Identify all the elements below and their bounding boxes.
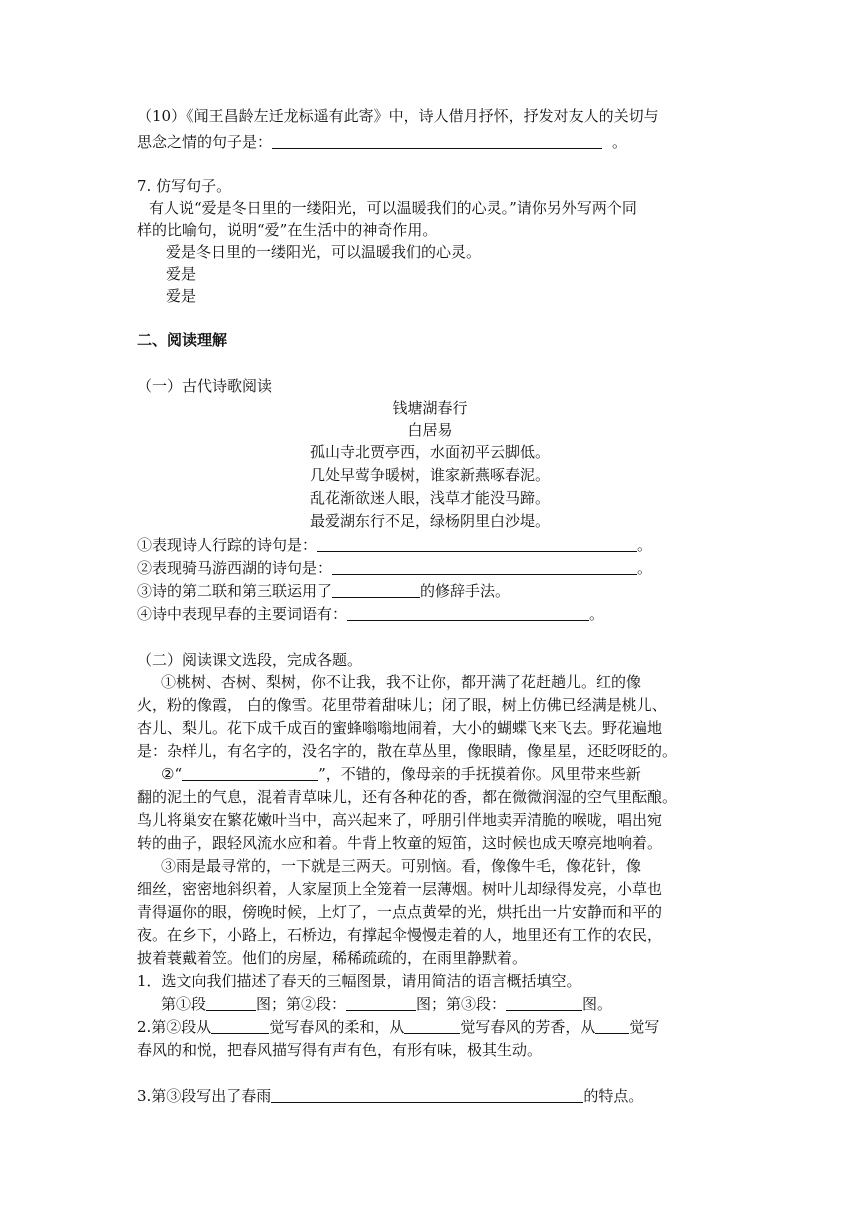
poem-q2-suffix: 。 — [637, 559, 653, 577]
reading-p1-line: ①桃树、杏树、梨树，你不让我，我不让你，都开满了花赶趟儿。红的像 — [161, 673, 642, 691]
reading-q2-part-c: 觉写春风的芳香，从 — [460, 1018, 596, 1036]
reading-q1-part-c: 图；第③段： — [416, 995, 507, 1013]
reading-q3-part-b: 的特点。 — [583, 1087, 644, 1105]
poem-question-3 — [137, 581, 510, 601]
poem-q2-prefix: ②表现骑马游西湖的诗句是： — [137, 559, 333, 577]
poem-line: 孤山寺北贾亭西，水面初平云脚低。 — [309, 443, 550, 461]
reading-p3-line: 细丝，密密地斜织着，人家屋顶上全笼着一层薄烟。树叶儿却绿得发亮，小草也 — [137, 880, 663, 898]
poem-question-2 — [137, 558, 652, 578]
reading-p2-start: ②“ — [161, 765, 183, 783]
reading-q2-blank-3[interactable] — [595, 1018, 629, 1034]
poem-q1-suffix: 。 — [637, 536, 653, 554]
poem-q3-prefix: ③诗的第二联和第三联运用了 — [137, 582, 333, 600]
poem-q1-blank[interactable] — [317, 536, 637, 552]
reading-p2-after-blank: ”，不错的，像母亲的手抚摸着你。风里带来些新 — [318, 765, 641, 783]
reading-q2-line1 — [137, 1017, 659, 1037]
reading-q1-fill — [161, 994, 612, 1014]
q7-example: 爱是冬日里的一缕阳光，可以温暖我们的心灵。 — [166, 243, 482, 261]
q7-answer2[interactable]: 爱是 — [166, 287, 197, 305]
reading-q2-line2: 春风的和悦，把春风描写得有声有色，有形有味，极其生动。 — [137, 1041, 543, 1059]
poem-title: 钱塘湖春行 — [392, 399, 468, 417]
reading-q3-blank[interactable] — [271, 1087, 583, 1103]
reading-q1-blank-3[interactable] — [506, 995, 582, 1011]
reading-p1-line: 是：杂样儿，有名字的，没名字的，散在草丛里，像眼睛，像星星，还眨呀眨的。 — [137, 742, 678, 760]
poem-q4-blank[interactable] — [347, 605, 589, 621]
poem-q3-blank[interactable] — [332, 582, 420, 598]
poem-line: 最爱湖东行不足，绿杨阴里白沙堤。 — [309, 512, 550, 530]
reading-q2-part-b: 觉写春风的柔和，从 — [269, 1018, 405, 1036]
poem-line: 乱花渐欲迷人眼，浅草才能没马蹄。 — [309, 489, 550, 507]
poem-q4-suffix: 。 — [589, 605, 605, 623]
q10-answer-blank[interactable] — [272, 133, 602, 149]
poem-q4-prefix: ④诗中表现早春的主要词语有： — [137, 605, 348, 623]
reading-p3-line: 披着蓑戴着笠。他们的房屋，稀稀疏疏的，在雨里静默着。 — [137, 949, 528, 967]
section2-heading: 二、阅读理解 — [137, 331, 228, 349]
reading-p2-first-line — [161, 764, 641, 784]
reading-q3-part-a: 3.第③段写出了春雨 — [137, 1087, 272, 1105]
reading-p3-line: 夜。在乡下，小路上，石桥边，有撑起伞慢慢走着的人，地里还有工作的农民， — [137, 926, 663, 944]
reading-p1-line: 火，粉的像霞， 白的像雪。花里带着甜味儿；闭了眼，树上仿佛已经满是桃儿、 — [137, 696, 667, 714]
q7-title: 7. 仿写句子。 — [137, 177, 232, 195]
q10-line2 — [137, 132, 627, 152]
poem-q3-suffix: 的修辞手法。 — [420, 582, 511, 600]
q10-line1: （10）《闻王昌龄左迁龙标遥有此寄》中，诗人借月抒怀，抒发对友人的关切与 — [137, 107, 659, 125]
poem-question-1 — [137, 535, 652, 555]
poem-section-heading: （一）古代诗歌阅读 — [137, 377, 273, 395]
reading-heading: （二）阅读课文选段，完成各题。 — [137, 651, 363, 669]
reading-q3 — [137, 1086, 643, 1106]
reading-q1-part-b: 图；第②段： — [256, 995, 347, 1013]
reading-p2-line: 鸟儿将巢安在繁花嫩叶当中，高兴起来了，呼朋引伴地卖弄清脆的喉咙，唱出宛 — [137, 811, 663, 829]
reading-p2-blank[interactable] — [182, 765, 318, 781]
q7-prompt-line2: 样的比喻句，说明“爱”在生活中的神奇作用。 — [137, 221, 438, 239]
reading-q1-blank-2[interactable] — [346, 995, 416, 1011]
reading-q1-part-a: 第①段 — [161, 995, 207, 1013]
q10-suffix: 。 — [612, 133, 628, 151]
reading-q2-part-d: 觉写 — [629, 1018, 660, 1036]
reading-q2-blank-1[interactable] — [211, 1018, 269, 1034]
q7-answer1[interactable]: 爱是 — [166, 265, 197, 283]
reading-p3-line: 青得逼你的眼，傍晚时候，上灯了，一点点黄晕的光，烘托出一片安静而和平的 — [137, 903, 663, 921]
q7-prompt-line1: 有人说“爱是冬日里的一缕阳光，可以温暖我们的心灵。”请你另外写两个同 — [149, 199, 637, 217]
reading-p2-line: 转的曲子，跟轻风流水应和着。牛背上牧童的短笛，这时候也成天嘹亮地响着。 — [137, 834, 663, 852]
reading-q1-title: 1．选文向我们描述了春天的三幅图景，请用简洁的语言概括填空。 — [137, 972, 582, 990]
reading-p1-line: 杏儿、梨儿。花下成千成百的蜜蜂嗡嗡地闹着，大小的蝴蝶飞来飞去。野花遍地 — [137, 719, 663, 737]
reading-q2-part-a: 2.第②段从 — [137, 1018, 212, 1036]
poem-line: 几处早莺争暖树，谁家新燕啄春泥。 — [309, 466, 550, 484]
reading-q1-part-d: 图。 — [582, 995, 613, 1013]
q10-prefix: 思念之情的句子是： — [137, 133, 273, 151]
poem-author: 白居易 — [407, 421, 453, 439]
reading-p3-line: ③雨是最寻常的，一下就是三两天。可别恼。看，像像牛毛，像花针，像 — [161, 857, 642, 875]
poem-question-4 — [137, 604, 604, 624]
poem-q2-blank[interactable] — [332, 559, 637, 575]
reading-q1-blank-1[interactable] — [206, 995, 256, 1011]
reading-p2-line: 翻的泥土的气息，混着青草味儿，还有各种花的香，都在微微润湿的空气里酝酿。 — [137, 788, 678, 806]
reading-q2-blank-2[interactable] — [404, 1018, 460, 1034]
poem-q1-prefix: ①表现诗人行踪的诗句是： — [137, 536, 318, 554]
